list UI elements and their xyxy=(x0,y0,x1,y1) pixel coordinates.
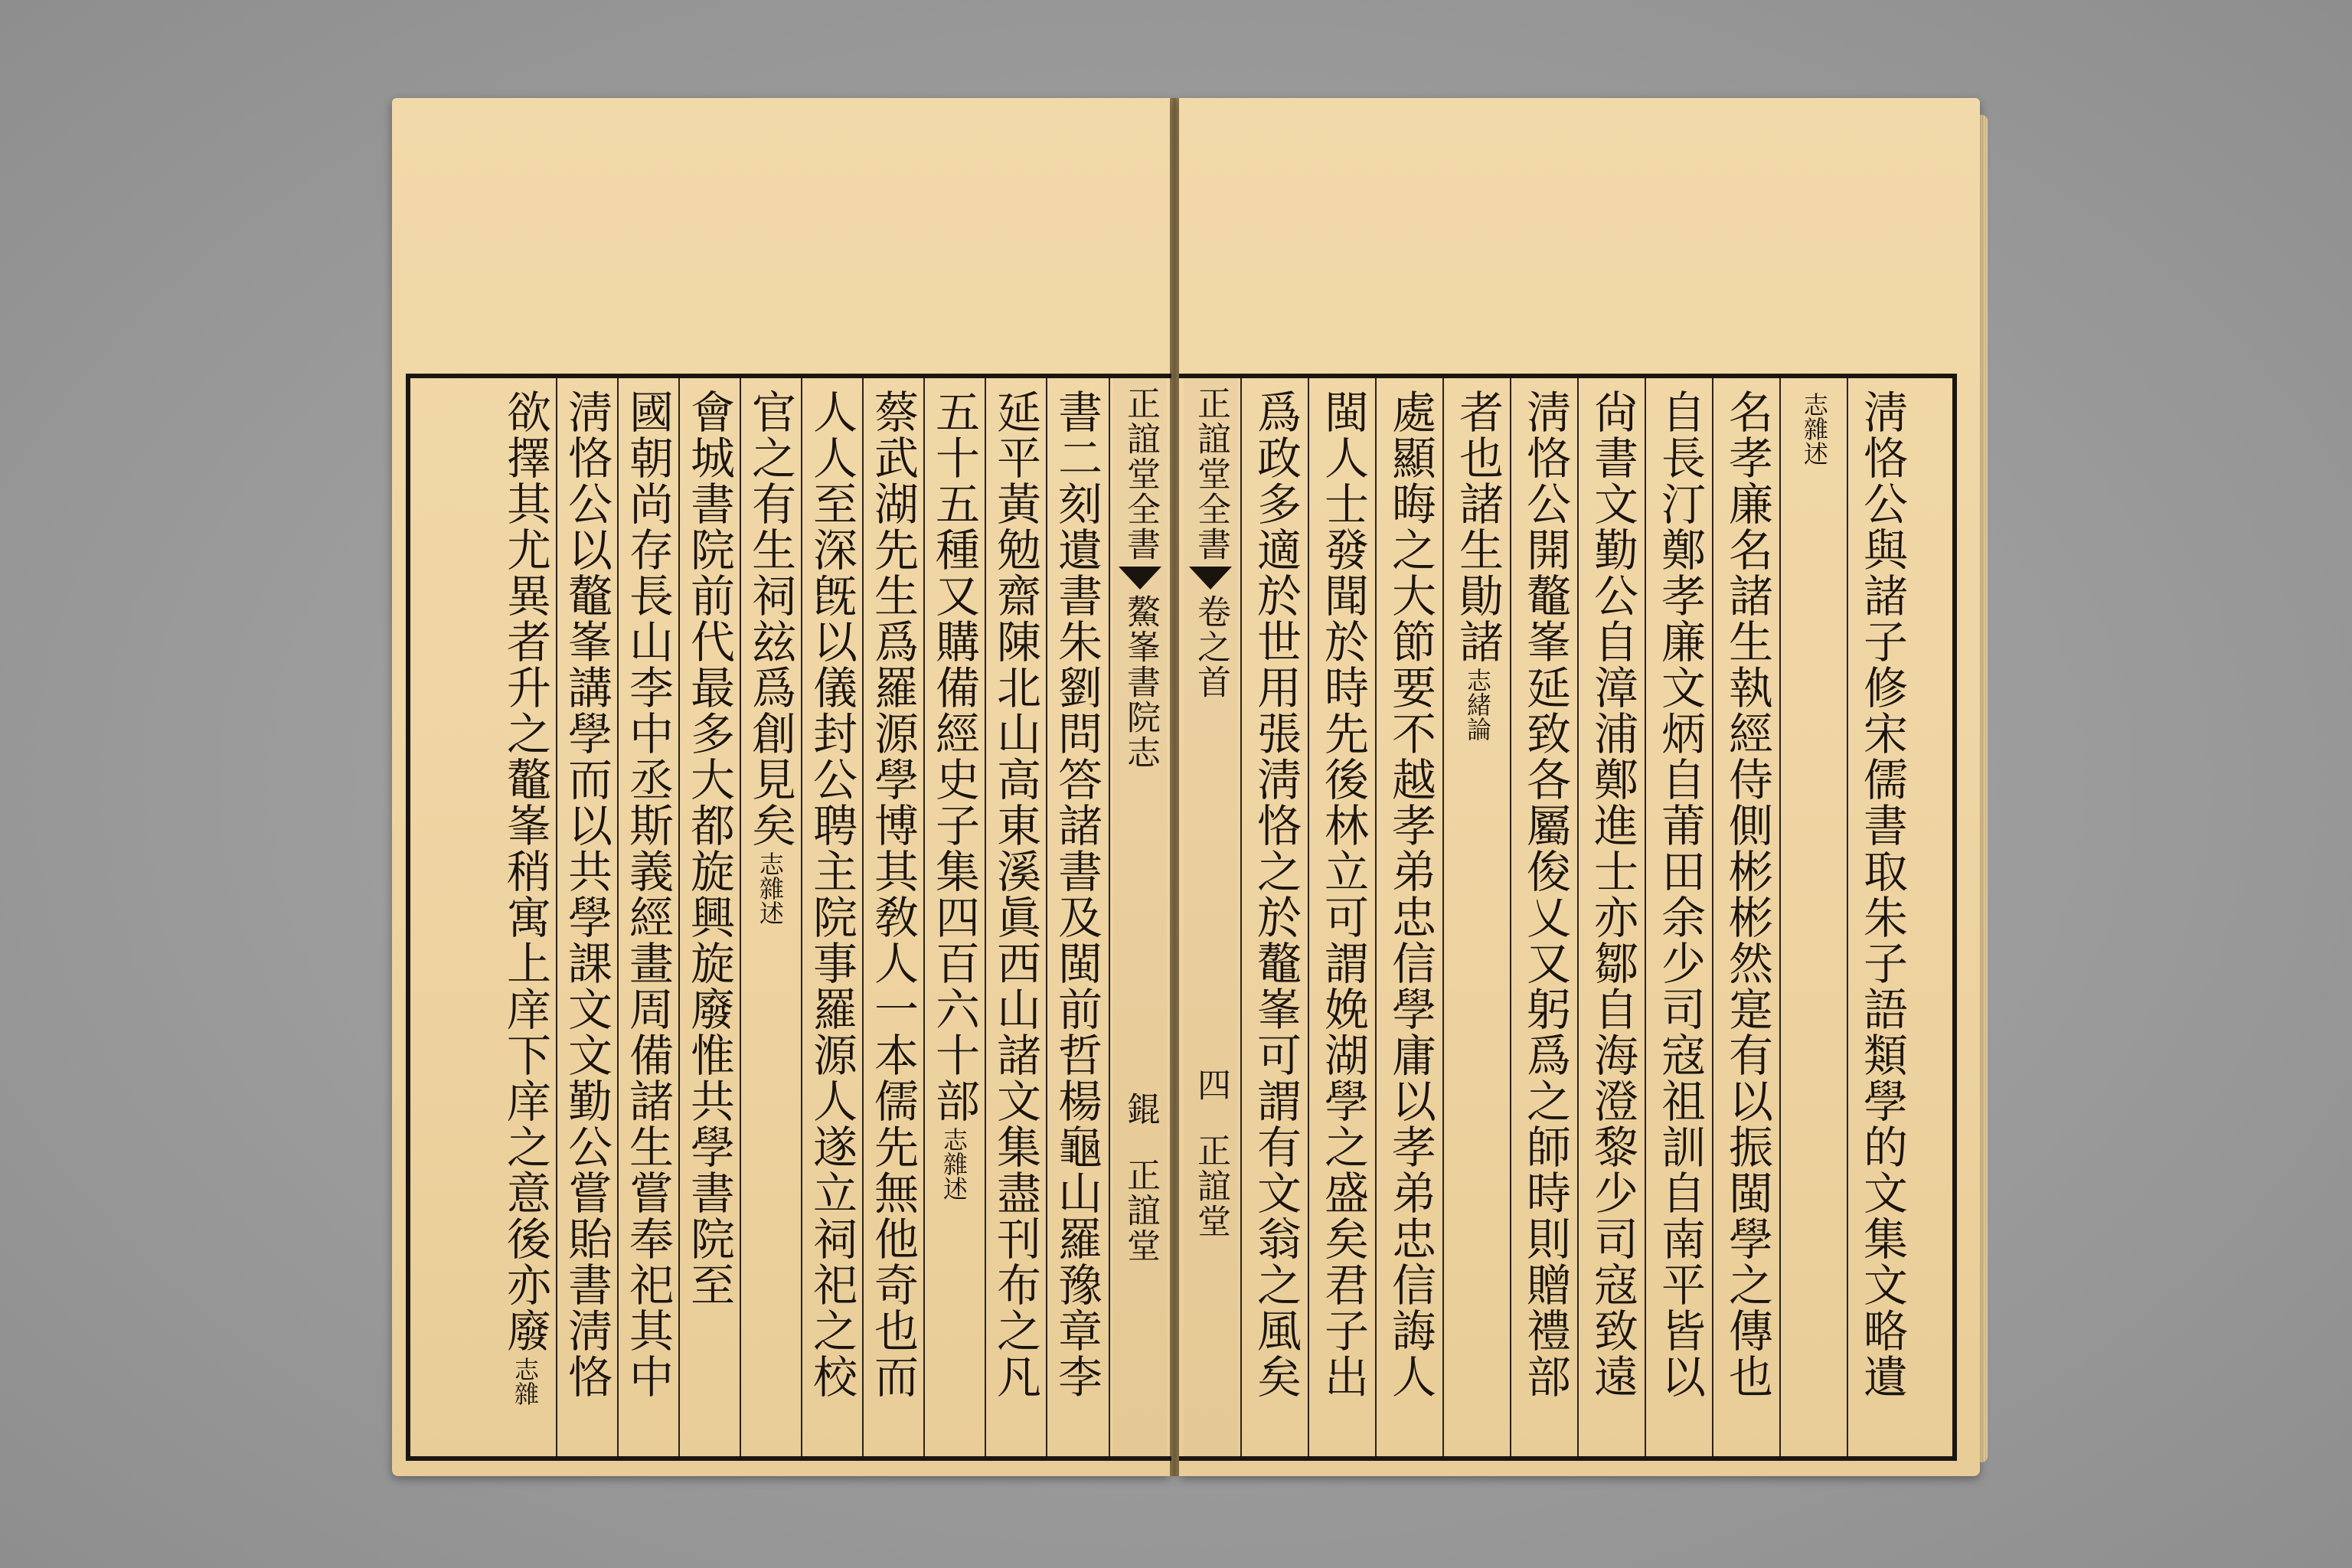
column-rule xyxy=(1240,378,1242,1456)
fishtail-mark-left xyxy=(1119,567,1161,590)
column-rule xyxy=(740,378,741,1456)
column-text: 者也諸生勛諸 xyxy=(1452,389,1504,665)
left-volume-title: 鰲峯書院志 xyxy=(1121,594,1160,770)
text-column xyxy=(1521,389,1570,1446)
right-center-column xyxy=(1184,378,1237,1456)
text-column xyxy=(684,389,733,1446)
text-column xyxy=(1052,389,1101,1446)
column-text: 淸恪公開鼇峯延致各屬俊乂又躬爲之師時則贈禮部 xyxy=(1519,389,1571,1400)
text-column xyxy=(807,389,856,1446)
left-page xyxy=(392,98,1170,1476)
right-folio-number: 四 xyxy=(1191,1067,1230,1102)
source-note: 志雜述 xyxy=(1800,392,1829,466)
text-column xyxy=(562,389,611,1446)
left-book-title: 正誼堂全書 xyxy=(1121,386,1160,562)
text-column xyxy=(501,389,550,1446)
column-rule xyxy=(1712,378,1713,1456)
text-column xyxy=(623,389,672,1446)
column-text: 尙書文勤公自漳浦鄭進士亦鄒自海澄黎少司寇致遠 xyxy=(1586,389,1638,1400)
column-rule xyxy=(1577,378,1579,1456)
column-rule xyxy=(556,378,557,1456)
column-text: 爲政多適於世用張淸恪之於鼇峯可謂有文翁之風矣 xyxy=(1250,389,1302,1400)
column-text: 自長汀鄭孝廉文炳自莆田余少司寇祖訓自南平皆以 xyxy=(1654,389,1706,1400)
column-text: 書二刻遺書朱劉問答諸書及閩前哲楊龜山羅豫章李 xyxy=(1050,389,1102,1400)
column-text: 淸恪公以鼇峯講學而以共學課文文勤公嘗貽書淸恪 xyxy=(560,389,612,1400)
column-text: 閩人士發聞於時先後林立可謂娩湖學之盛矣君子出 xyxy=(1317,389,1369,1400)
text-column xyxy=(868,389,917,1446)
source-note: 志雜 xyxy=(511,1357,540,1406)
source-note: 志雜述 xyxy=(939,1127,969,1200)
text-column xyxy=(1857,389,1906,1446)
text-column xyxy=(1723,389,1772,1446)
column-rule xyxy=(1847,378,1848,1456)
text-column xyxy=(1251,389,1300,1446)
left-hall-name: 正誼堂 xyxy=(1121,1158,1160,1263)
column-text: 延平黃勉齋陳北山高東溪眞西山諸文集盡刊布之凡 xyxy=(989,389,1041,1400)
right-page-frame xyxy=(1179,374,1957,1461)
column-rule xyxy=(801,378,802,1456)
column-text: 名孝廉名諸生執經侍側彬彬然寔有以振閩學之傳也 xyxy=(1721,389,1773,1400)
column-rule xyxy=(1645,378,1646,1456)
right-hall-name: 正誼堂 xyxy=(1191,1133,1230,1239)
text-column xyxy=(1453,389,1502,1446)
right-page xyxy=(1179,98,1980,1476)
column-rule xyxy=(1375,378,1377,1456)
text-column xyxy=(1655,389,1704,1446)
right-book-title: 正誼堂全書 xyxy=(1191,386,1230,562)
column-rule xyxy=(1510,378,1511,1456)
column-rule xyxy=(678,378,680,1456)
column-rule xyxy=(1109,378,1110,1456)
column-rule xyxy=(1308,378,1309,1456)
source-note: 志緒論 xyxy=(1463,668,1492,741)
column-text: 欲擇其尤異者升之鼇峯稍寓上庠下庠之意後亦廢 xyxy=(499,389,551,1354)
column-rule xyxy=(862,378,864,1456)
column-rule xyxy=(1046,378,1047,1456)
column-text: 國朝尚存長山李中丞斯義經畫周備諸生嘗奉祀其中 xyxy=(622,389,674,1400)
column-text: 人人至深旣以儀封公聘主院事羅源人遂立祠祀之校 xyxy=(805,389,858,1400)
column-rule xyxy=(1442,378,1444,1456)
column-text: 會城書院前代最多大都旋興旋廢惟共學書院至 xyxy=(683,389,735,1308)
column-text: 淸恪公與諸子修宋儒書取朱子語類學的文集文略遺 xyxy=(1856,389,1908,1400)
column-text: 處顯晦之大節要不越孝弟忠信學庸以孝弟忠信誨人 xyxy=(1384,389,1436,1400)
right-volume-title: 卷之首 xyxy=(1191,594,1230,700)
text-column xyxy=(991,389,1040,1446)
column-rule xyxy=(1779,378,1781,1456)
text-column xyxy=(1790,389,1839,1446)
column-text: 蔡武湖先生爲羅源學博其敎人一本儒先無他奇也而 xyxy=(867,389,919,1400)
left-folio-number: 錕 xyxy=(1121,1092,1160,1127)
text-column xyxy=(1386,389,1435,1446)
text-column xyxy=(1588,389,1637,1446)
text-column xyxy=(1318,389,1367,1446)
fishtail-mark-right xyxy=(1189,567,1232,590)
source-note: 志雜述 xyxy=(756,851,785,925)
text-column xyxy=(746,389,795,1446)
column-rule xyxy=(617,378,619,1456)
column-text: 官之有生祠玆爲創見矣 xyxy=(744,389,796,848)
left-page-frame xyxy=(406,374,1171,1461)
text-column xyxy=(929,389,978,1446)
column-rule xyxy=(923,378,925,1456)
left-center-column xyxy=(1113,378,1167,1456)
column-text: 五十五種又購備經史子集四百六十部 xyxy=(928,389,980,1124)
column-rule xyxy=(985,378,986,1456)
